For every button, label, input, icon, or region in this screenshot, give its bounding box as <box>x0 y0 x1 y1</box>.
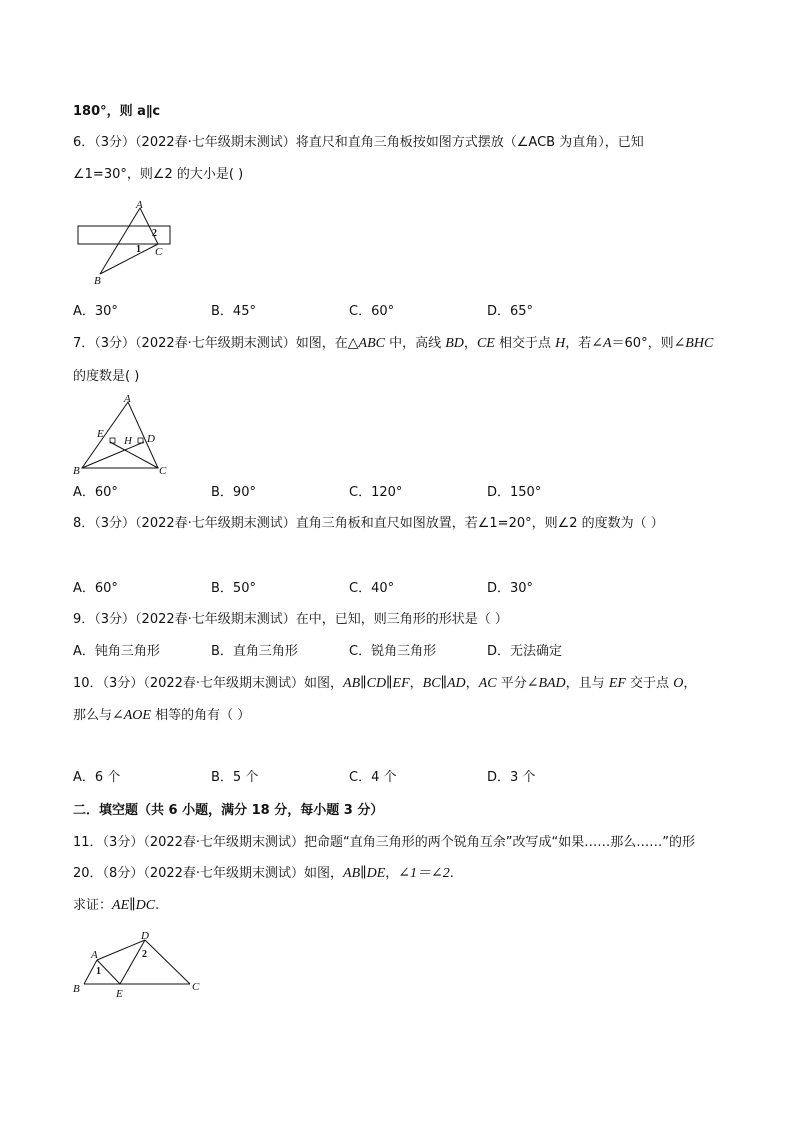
text-seg: ， <box>683 676 697 691</box>
text-seg: 平分 <box>496 676 527 691</box>
question-11-text: 11．（3分）（2022春·七年级期末测试）把命题“直角三角形的两个锐角互余”改写成“如果……那么……”的形 <box>73 835 695 850</box>
label-c: C <box>159 465 167 477</box>
math-seg: O <box>673 676 684 691</box>
math-seg: EF <box>608 676 626 691</box>
option-a[interactable]: A．30° <box>73 304 118 319</box>
label-c: C <box>155 246 163 258</box>
option-d[interactable]: D．3 个 <box>487 770 536 785</box>
label-d: D <box>147 433 155 445</box>
line-dc <box>145 940 190 984</box>
text-seg: 相交于点 <box>494 336 556 351</box>
label-b: B <box>94 275 101 287</box>
text-seg: 7．（3分）（2022春·七年级期末测试）如图，在 <box>73 336 348 351</box>
label-c: C <box>192 981 200 993</box>
math-seg: AB∥CD∥EF <box>343 676 410 691</box>
option-c[interactable]: C．40° <box>349 581 395 596</box>
math-seg: BC∥AD <box>422 676 466 691</box>
label-a: A <box>124 393 131 405</box>
text-seg: 中，高线 <box>384 336 446 351</box>
text-seg: ， <box>465 676 479 691</box>
text-seg: . <box>155 898 160 913</box>
section-heading: 二．填空题（共 6 小题，满分 18 分，每小题 3 分） <box>73 803 384 818</box>
text-seg: ，且与 <box>565 676 609 691</box>
math-seg: H <box>555 336 566 351</box>
question-10-text <box>73 675 696 693</box>
question-20-text <box>73 865 454 883</box>
question-7-text-cont: 的度数是( ) <box>73 369 140 384</box>
math-seg: ∠A <box>591 336 612 351</box>
math-seg: AE∥DC <box>112 898 156 913</box>
option-b[interactable]: B．50° <box>211 581 256 596</box>
option-a[interactable]: A．60° <box>73 485 118 500</box>
option-b[interactable]: B．5 个 <box>211 770 259 785</box>
math-seg: BD <box>445 336 464 351</box>
math-seg: AB∥DE <box>343 866 386 881</box>
label-b: B <box>73 465 80 477</box>
line-ad <box>97 940 145 960</box>
text-seg: 求证： <box>73 898 113 913</box>
label-a: A <box>136 199 143 211</box>
text-seg: ， <box>385 866 399 881</box>
question-20-text-cont <box>73 897 159 915</box>
option-c[interactable]: C．4 个 <box>349 770 397 785</box>
question-8-text: 8．（3分）（2022春·七年级期末测试）直角三角板和直尺如图放置，若∠1=20°，则∠2 的度数为（ ） <box>73 516 664 531</box>
option-a[interactable]: A．60° <box>73 581 118 596</box>
option-c[interactable]: C．锐角三角形 <box>349 644 437 659</box>
angle-2-label: 2 <box>152 228 157 239</box>
option-c[interactable]: C．120° <box>349 485 403 500</box>
line-de <box>120 940 145 984</box>
label-e: E <box>97 428 104 440</box>
text-seg: 交于点 <box>625 676 674 691</box>
text-seg: ， <box>463 336 477 351</box>
option-b[interactable]: B．直角三角形 <box>211 644 298 659</box>
question-7-text <box>73 335 713 353</box>
math-seg: △ABC <box>347 336 385 351</box>
option-c[interactable]: C．60° <box>349 304 395 319</box>
option-b[interactable]: B．45° <box>211 304 256 319</box>
continuation-text: 180°，则 a∥c <box>73 104 161 119</box>
figure-q6 <box>74 198 178 288</box>
text-seg: 相等的角有（ ） <box>150 708 251 723</box>
option-a[interactable]: A．6 个 <box>73 770 121 785</box>
angle-2-label: 2 <box>142 949 147 960</box>
label-h: H <box>124 435 132 447</box>
math-seg: ∠BHC <box>673 336 714 351</box>
angle-1-label: 1 <box>96 966 101 977</box>
question-6-text: 6．（3分）（2022春·七年级期末测试）将直尺和直角三角板按如图方式摆放（∠ACB 为直角），已知 <box>73 135 644 150</box>
label-d: D <box>141 930 149 942</box>
option-a[interactable]: A．钝角三角形 <box>73 644 160 659</box>
math-seg: AC <box>478 676 497 691</box>
text-seg: ， <box>409 676 423 691</box>
text-seg: ，若 <box>565 336 592 351</box>
label-b: B <box>73 983 80 995</box>
angle-1-label: 1 <box>136 244 141 255</box>
figure-q7 <box>70 390 174 478</box>
text-seg: 20．（8分）（2022春·七年级期末测试）如图， <box>73 866 344 881</box>
label-a: A <box>91 949 98 961</box>
text-seg: 那么与 <box>73 708 113 723</box>
question-6-text-cont: ∠1=30°，则∠2 的大小是( ) <box>73 167 244 182</box>
question-9-text: 9．（3分）（2022春·七年级期末测试）在中，已知，则三角形的形状是（ ） <box>73 612 508 627</box>
math-seg: ∠BAD <box>526 676 566 691</box>
label-e: E <box>116 988 123 1000</box>
option-d[interactable]: D．150° <box>487 485 542 500</box>
option-b[interactable]: B．90° <box>211 485 256 500</box>
text-seg: . <box>449 866 454 881</box>
option-d[interactable]: D．65° <box>487 304 534 319</box>
math-seg: CE <box>476 336 495 351</box>
option-d[interactable]: D．30° <box>487 581 534 596</box>
text-seg: ＝60°，则 <box>611 336 674 351</box>
option-d[interactable]: D．无法确定 <box>487 644 563 659</box>
question-10-text-cont <box>73 707 250 725</box>
math-seg: ∠1＝∠2 <box>398 866 450 881</box>
figure-q20 <box>70 926 210 1002</box>
text-seg: 10．（3分）（2022春·七年级期末测试）如图， <box>73 676 344 691</box>
math-seg: ∠AOE <box>112 708 151 723</box>
